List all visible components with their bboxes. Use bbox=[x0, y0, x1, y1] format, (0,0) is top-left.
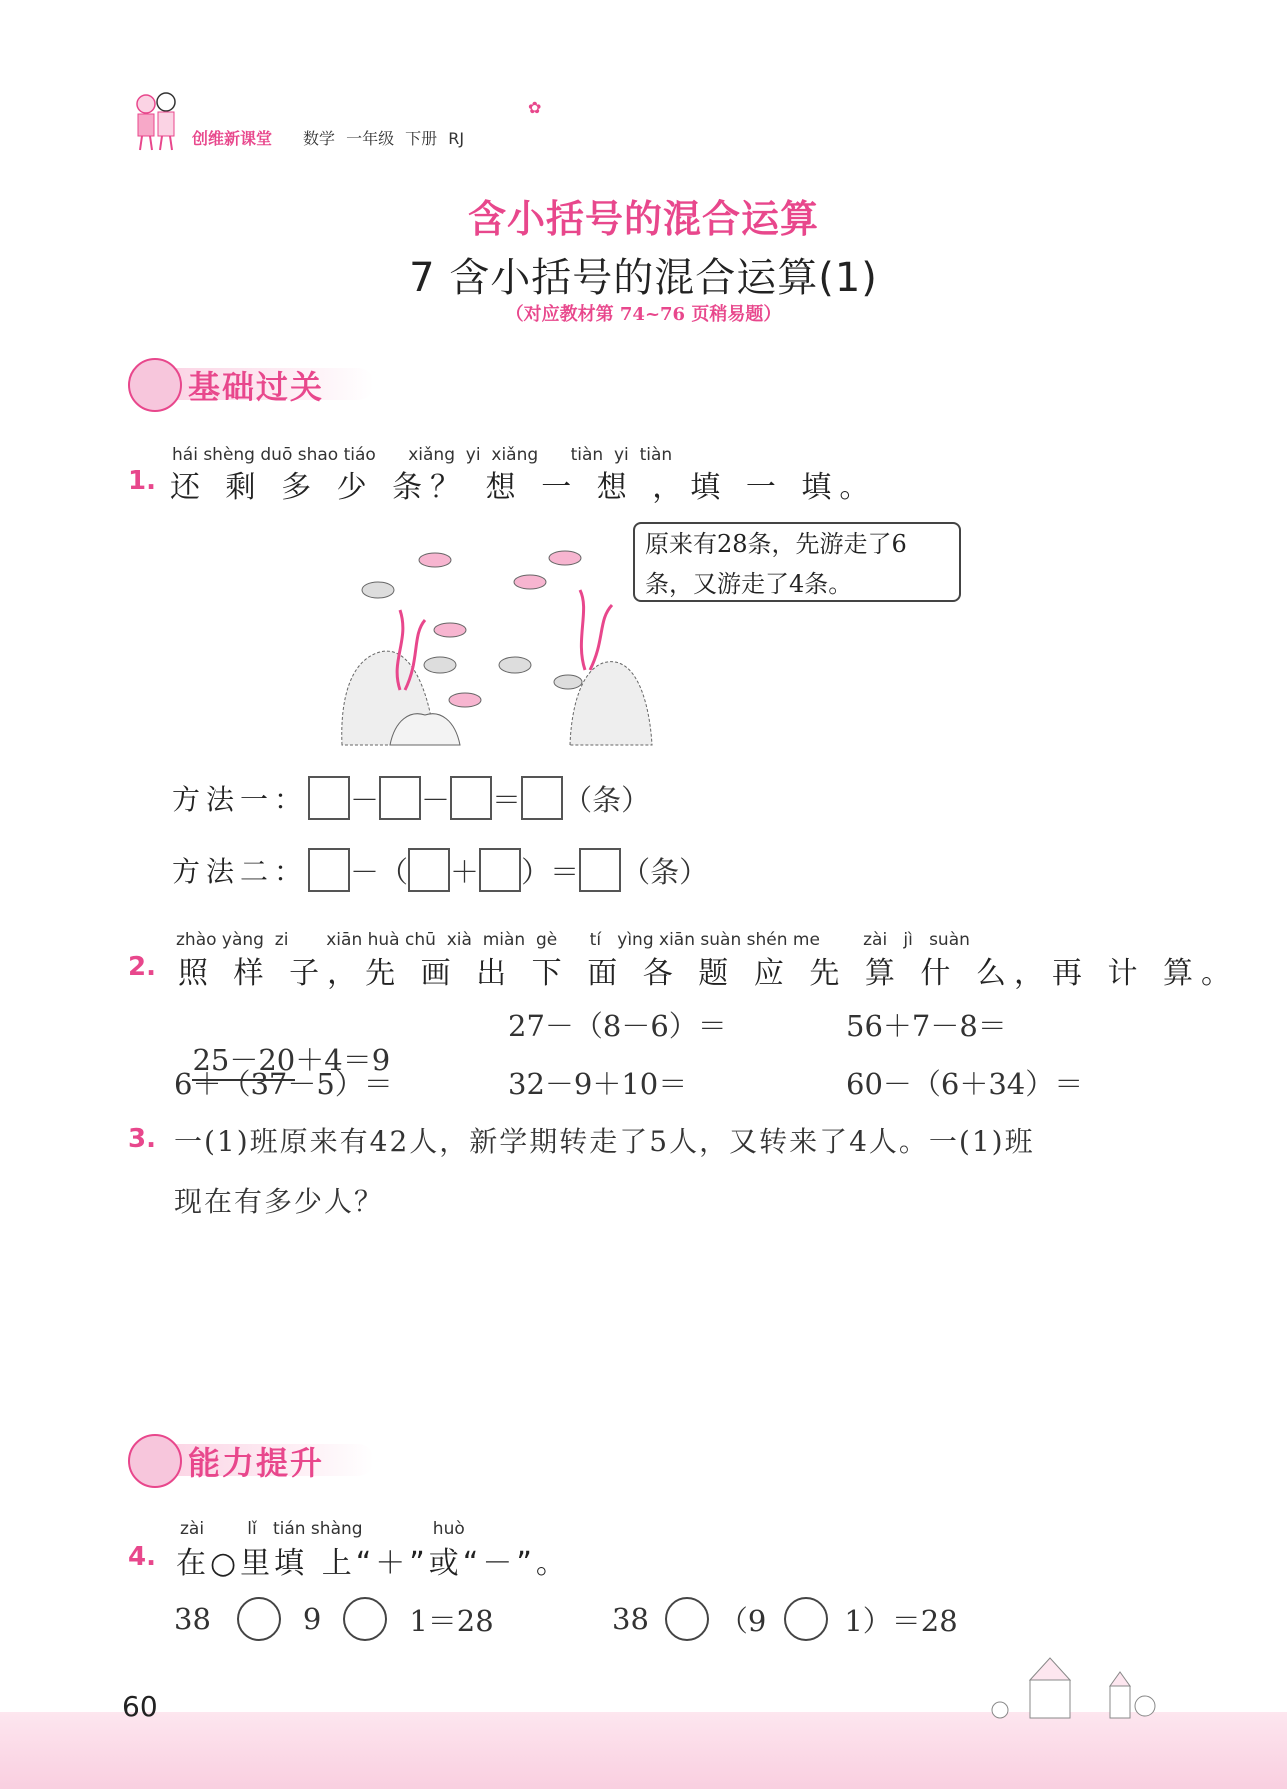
header-subject: 数学 一年级 下册 RJ bbox=[303, 129, 465, 148]
page-footer-band bbox=[0, 1712, 1287, 1789]
header-brand: 创维新课堂 bbox=[192, 129, 273, 148]
result: 1＝28 bbox=[409, 1603, 494, 1638]
q1-method-1 bbox=[172, 776, 650, 820]
q2-item[interactable]: 27－（8－6）＝ bbox=[508, 1009, 727, 1043]
q2-text: 照 样 子，先 画 出 下 面 各 题 应 先 算 什 么，再 计 算。 bbox=[178, 956, 1240, 991]
section-label: 能力提升 bbox=[188, 1444, 325, 1482]
operand: 38 bbox=[612, 1602, 649, 1636]
answer-box[interactable] bbox=[521, 776, 563, 820]
q2-item[interactable]: 32－9＋10＝ bbox=[508, 1067, 688, 1101]
q2-pinyin: zhào yàng zi xiān huà chū xià miàn gè tí yìng xiān suàn shén me zài jì suàn bbox=[176, 930, 970, 950]
left-paren: （ bbox=[379, 854, 409, 889]
q1-number: 1. bbox=[128, 466, 156, 496]
section-label: 基础过关 bbox=[188, 368, 325, 406]
minus-sign: － bbox=[421, 782, 451, 817]
result: 1）＝28 bbox=[844, 1603, 958, 1638]
operator-circle[interactable] bbox=[237, 1597, 281, 1641]
operator-circle[interactable] bbox=[343, 1597, 387, 1641]
reference-note: （对应教材第 74~76 页稍易题） bbox=[505, 304, 782, 325]
q1-text: 还 剩 多 少 条？ 想 一 想 ，填 一 填。 bbox=[170, 470, 878, 505]
section-badge-icon bbox=[128, 358, 182, 412]
q2-item[interactable]: 56＋7－8＝ bbox=[846, 1009, 1007, 1043]
section-header-advanced bbox=[128, 1432, 378, 1486]
q3-line-1: 一(1)班原来有42人，新学期转走了5人，又转来了4人。一(1)班 bbox=[174, 1125, 1035, 1158]
example-underlined-part: 25－20 bbox=[192, 1043, 295, 1081]
operator-circle[interactable] bbox=[665, 1597, 709, 1641]
unit-title: 含小括号的混合运算 bbox=[467, 197, 819, 241]
q2-item[interactable]: 6＋（37－5）＝ bbox=[174, 1067, 393, 1101]
q4-pinyin: zài lǐ tián shàng huò bbox=[180, 1519, 465, 1539]
unit-label: （条） bbox=[563, 782, 651, 817]
fish-aquarium-illustration bbox=[340, 540, 660, 750]
equals-sign: ＝ bbox=[492, 782, 522, 817]
answer-box[interactable] bbox=[450, 776, 492, 820]
operand: （9 bbox=[718, 1603, 767, 1638]
minus-sign: － bbox=[350, 782, 380, 817]
section-badge-icon bbox=[128, 1434, 182, 1488]
q1-pinyin: hái shèng duō shao tiáo xiǎng yi xiǎng tiàn yi tiàn bbox=[172, 445, 673, 465]
header-logo-children bbox=[126, 88, 186, 152]
bubble-line-2: 条，又游走了4条。 bbox=[645, 570, 853, 598]
q4-number: 4. bbox=[128, 1542, 156, 1572]
answer-box[interactable] bbox=[308, 848, 350, 892]
page-number: 60 bbox=[122, 1690, 158, 1723]
answer-box[interactable] bbox=[379, 776, 421, 820]
q4-text: 在○里填 上“＋”或“－”。 bbox=[176, 1546, 570, 1581]
answer-box[interactable] bbox=[479, 848, 521, 892]
lesson-title: 7 含小括号的混合运算(1) bbox=[409, 255, 878, 301]
operand: 38 bbox=[174, 1602, 211, 1636]
example-rest: ＋4＝9 bbox=[295, 1043, 391, 1077]
equals-sign: ＝ bbox=[550, 854, 580, 889]
castle-decoration-icon bbox=[980, 1650, 1170, 1720]
q3-number: 3. bbox=[128, 1124, 156, 1154]
q1-method-2 bbox=[172, 848, 708, 892]
q1-speech-bubble bbox=[633, 522, 961, 602]
section-header-basic bbox=[128, 356, 378, 410]
answer-box[interactable] bbox=[308, 776, 350, 820]
method1-label: 方法一： bbox=[172, 783, 309, 816]
q3-line-2: 现在有多少人？ bbox=[174, 1185, 385, 1218]
q4-equation-1 bbox=[174, 1597, 494, 1641]
unit-label: （条） bbox=[621, 854, 709, 889]
bubble-line-1: 原来有28条，先游走了6 bbox=[645, 530, 907, 558]
flower-decoration-icon: ✿ bbox=[528, 98, 542, 117]
operand: 9 bbox=[302, 1602, 322, 1636]
minus-sign: － bbox=[350, 854, 380, 889]
q2-number: 2. bbox=[128, 952, 156, 982]
method2-label: 方法二： bbox=[172, 855, 309, 888]
q2-item[interactable]: 60－（6＋34）＝ bbox=[846, 1067, 1084, 1101]
answer-box[interactable] bbox=[579, 848, 621, 892]
answer-box[interactable] bbox=[408, 848, 450, 892]
right-paren: ） bbox=[521, 854, 551, 889]
plus-sign: ＋ bbox=[450, 854, 480, 889]
q4-equation-2 bbox=[612, 1597, 958, 1641]
operator-circle[interactable] bbox=[784, 1597, 828, 1641]
